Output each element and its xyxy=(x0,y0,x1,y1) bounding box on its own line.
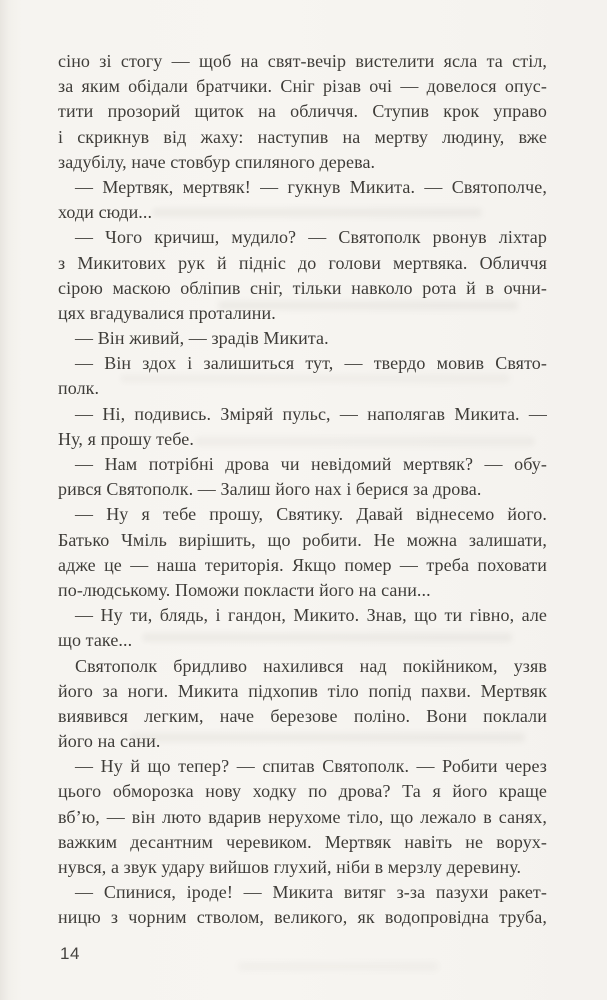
text-line: — Мертвяк, мертвяк! — гукнув Микита. — Святополче, xyxy=(75,176,547,197)
paragraph xyxy=(58,452,547,502)
page-text-block xyxy=(58,49,547,931)
text-line: полк. xyxy=(58,378,100,399)
paragraph xyxy=(58,603,547,653)
text-line: що таке... xyxy=(58,630,133,651)
text-line: цього обморозка нову ходку по дрова? Та я його краще xyxy=(58,781,547,802)
text-line: — Чого кричиш, мудило? — Святополк рвонув ліхтар xyxy=(75,227,547,248)
text-line: цях вгадувалися проталини. xyxy=(58,302,276,323)
paragraph xyxy=(58,49,547,175)
text-line: рився Святополк. — Залиш його нах і берися за дрова. xyxy=(58,479,482,500)
paragraph xyxy=(58,880,547,930)
text-line: його за ноги. Микита підхопив тіло попід пахви. Мертвяк xyxy=(58,680,547,701)
paragraph xyxy=(58,402,547,452)
text-line: сірою маскою обліпив сніг, тільки навколо рота й в очни- xyxy=(58,277,547,298)
text-line: Батько Чміль вирішить, що робити. Не можна залишати, xyxy=(58,529,547,550)
text-line: — Ну я тебе прошу, Святику. Давай віднесемо його. xyxy=(75,504,547,525)
paragraph xyxy=(58,225,547,326)
text-line: нувся, а звук удару вийшов глухий, ніби в мерзлу деревину. xyxy=(58,857,522,877)
text-line: за яким обідали братчики. Сніг різав очі — довелося опус- xyxy=(58,76,547,97)
text-line: — Ну й що тепер? — спитав Святополк. — Робити через xyxy=(75,756,547,777)
text-line: задубілу, наче стовбур спиляного дерева. xyxy=(58,151,376,172)
text-line: — Спинися, іроде! — Микита витяг з-за пазухи ракет- xyxy=(75,882,547,903)
text-line: ницю з чорним стволом, великого, як водопровідна труба, xyxy=(58,907,547,928)
text-line: важким десантним черевиком. Мертвяк навіть не ворух- xyxy=(58,831,547,852)
show-through-mark xyxy=(238,962,438,971)
text-line: Ну, я прошу тебе. xyxy=(58,428,194,449)
paragraph xyxy=(58,654,547,755)
text-line: його на сани. xyxy=(58,731,161,752)
text-line: — Він живий, — зрадів Микита. xyxy=(75,328,329,349)
text-line: сіно зі стогу — щоб на свят-вечір вистелити ясла та стіл, xyxy=(58,51,547,71)
text-line: Святополк бридливо нахилився над покійником, узяв xyxy=(75,655,547,676)
paragraph xyxy=(58,754,547,880)
text-line: виявився легким, наче березове поліно. Вони поклали xyxy=(58,705,547,726)
text-line: і скрикнув від жаху: наступив на мертву людину, вже xyxy=(58,126,547,147)
paragraph xyxy=(58,326,547,351)
text-line: адже це — наша територія. Якщо помер — треба поховати xyxy=(58,554,547,575)
paragraph xyxy=(58,502,547,603)
text-line: з Микитових рук й підніс до голови мертвяка. Обличчя xyxy=(58,252,547,273)
text-line: ходи сюди... xyxy=(58,202,153,223)
text-line: тити прозорий щиток на обличчя. Ступив крок управо xyxy=(58,101,547,122)
page-number: 14 xyxy=(60,944,80,963)
text-line: — Він здох і залишиться тут, — твердо мовив Свято- xyxy=(75,353,547,374)
paragraph xyxy=(58,351,547,401)
text-line: по-людському. Поможи покласти його на сани... xyxy=(58,579,431,600)
text-line: — Ні, подивись. Зміряй пульс, — наполягав Микита. — xyxy=(75,403,547,424)
text-line: — Ну ти, блядь, і гандон, Микито. Знав, що ти гівно, але xyxy=(75,605,547,626)
text-line: — Нам потрібні дрова чи невідомий мертвяк? — обу- xyxy=(75,454,547,474)
paragraph xyxy=(58,175,547,225)
text-line: вб’ю, — він люто вдарив нерухоме тіло, що лежало в санях, xyxy=(58,806,547,827)
